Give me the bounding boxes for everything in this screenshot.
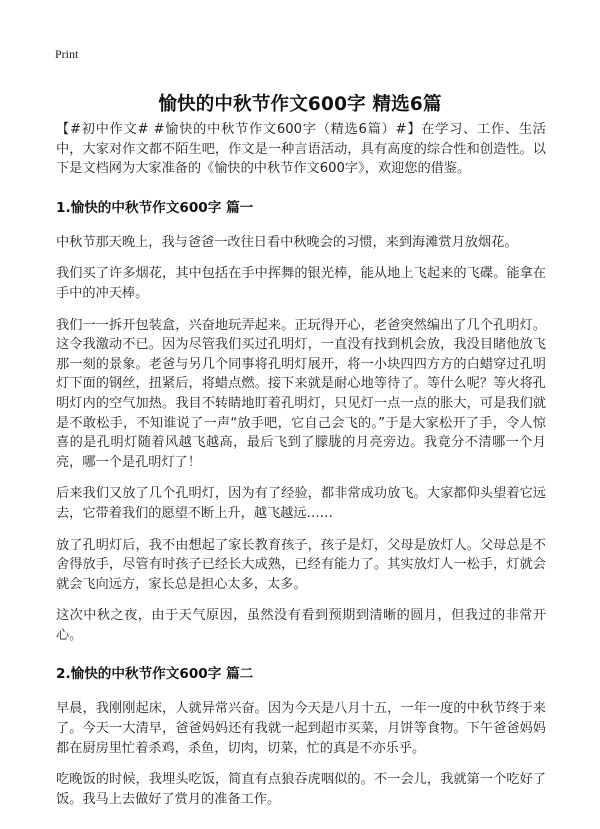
intro-paragraph: 【#初中作文# #愉快的中秋节作文600字（精选6篇）#】在学习、工作、生活中，大家对作文都不陌生吧，作文是一种言语活动，具有高度的综合性和创造性。以下是文档网为大家准备的《愉快的中秋节作文600字》，欢迎您的借鉴。 bbox=[56, 122, 546, 177]
paragraph: 放了孔明灯后，我不由想起了家长教育孩子，孩子是灯，父母是放灯人。父母总是不舍得放手，尽管有时孩子已经长大成熟，已经有能力了。其实放灯人一松手，灯就会就会飞向远方，家长总是担心太多，太多。 bbox=[56, 537, 546, 592]
paragraph: 中秋节那天晚上，我与爸爸一改往日看中秋晚会的习惯，来到海滩赏月放烟花。 bbox=[56, 234, 518, 250]
print-link[interactable]: Print bbox=[55, 47, 79, 61]
article-body bbox=[56, 120, 546, 829]
page-title: 愉快的中秋节作文600字 精选6篇 bbox=[158, 94, 442, 116]
paragraph: 这次中秋之夜，由于天气原因，虽然没有看到预期到清晰的圆月，但我过的非常开心。 bbox=[56, 608, 546, 643]
section-heading: 2.愉快的中秋节作文600字 篇二 bbox=[56, 666, 254, 683]
paragraph: 我们买了许多烟花，其中包括在手中挥舞的银光棒，能从地上飞起来的飞碟。能拿在手中的冲天棒。 bbox=[56, 266, 546, 301]
paragraph: 吃晚饭的时候，我埋头吃饭，简直有点狼吞虎咽似的。不一会儿，我就第一个吃好了饭。我马上去做好了赏月的准备工作。 bbox=[56, 772, 546, 807]
paragraph: 早晨，我刚刚起床，人就异常兴奋。因为今天是八月十五，一年一度的中秋节终于来了。今天一大清早，爸爸妈妈还有我就一起到超市买菜，月饼等食物。下午爸爸妈妈都在厨房里忙着杀鸡，杀鱼，切肉，切菜，忙的真是不亦乐乎。 bbox=[56, 701, 546, 756]
article-section-2 bbox=[56, 665, 546, 809]
paragraph: 我们一一拆开包装盒，兴奋地玩弄起来。正玩得开心，老爸突然编出了几个孔明灯。这令我激动不已。因为尽管我们买过孔明灯，一直没有找到机会放，我没目睹他放飞那一刻的景象。老爸与另几个同事将孔明灯展开，将一小块四四方方的白蜡穿过孔明灯下面的钢丝，扭紧后，将蜡点燃。接下来就是耐心地等待了。等什么呢？等火将孔明灯内的空气加热。我目不转睛地盯着孔明灯，只见灯一点一点的胀大，可是我们就是不敢松手，不知谁说了一声“放手吧，它自己会飞的。”于是大家松开了手，令人惊喜的是孔明灯随着风越飞越高，最后飞到了朦胧的月亮旁边。我竟分不清哪一个月亮，哪一个是孔明灯了！ bbox=[56, 317, 546, 470]
article-section-1 bbox=[56, 199, 546, 646]
section-heading: 1.愉快的中秋节作文600字 篇一 bbox=[56, 199, 254, 216]
paragraph: 后来我们又放了几个孔明灯，因为有了经验，都非常成功放飞。大家都仰头望着它远去，它带着我们的愿望不断上升，越飞越远…… bbox=[56, 486, 546, 521]
